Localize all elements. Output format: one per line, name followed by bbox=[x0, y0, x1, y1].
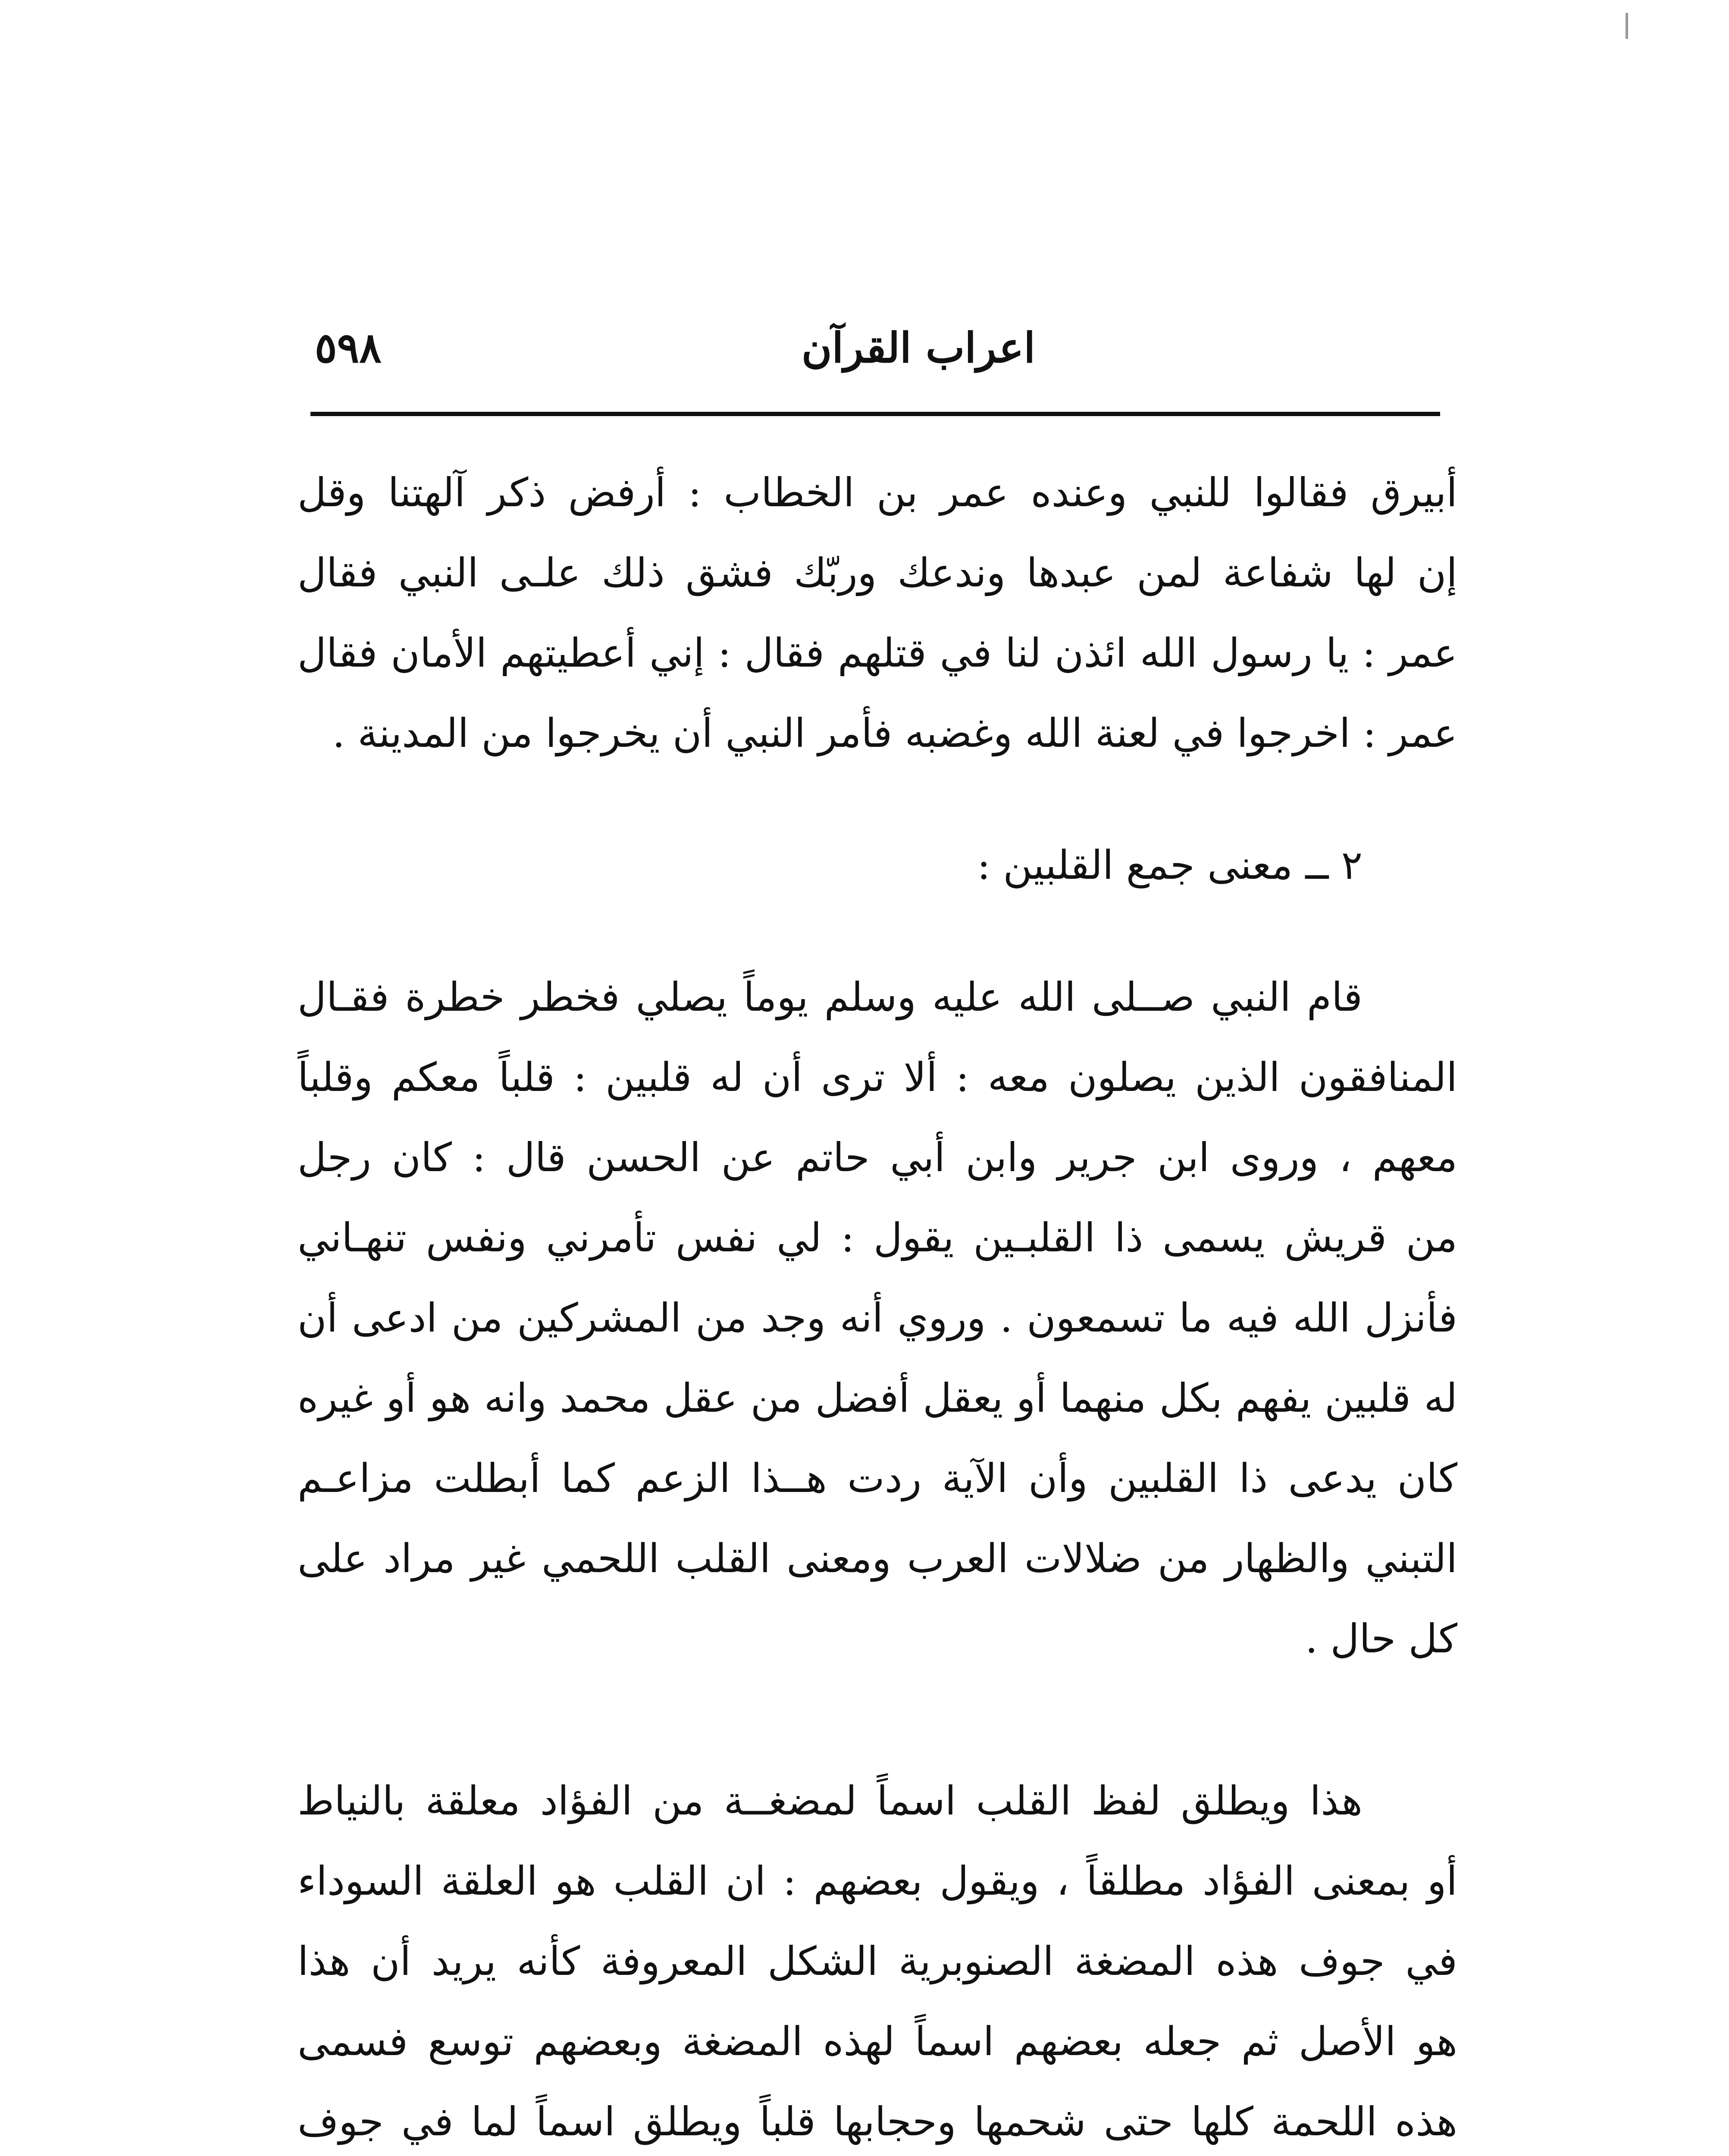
text-line: فأنزل الله فيه ما تسمعون . وروي أنه وجد من المشركين من ادعى أن bbox=[298, 1295, 1457, 1341]
page-body bbox=[298, 453, 1457, 2156]
scan-mark bbox=[1626, 13, 1628, 39]
text-line: أبيرق فقالوا للنبي وعنده عمر بن الخطاب : أرفض ذكر آلهتنا وقل bbox=[298, 470, 1457, 516]
page-number: ٥٩٨ bbox=[315, 323, 382, 372]
text-line: أو بمعنى الفؤاد مطلقاً ، ويقول بعضهم : ان القلب هو العلقة السوداء bbox=[298, 1858, 1457, 1904]
spacer bbox=[298, 774, 1457, 825]
header-rule bbox=[310, 412, 1440, 416]
paragraph-2 bbox=[298, 957, 1457, 1679]
text-line: المنافقون الذين يصلون معه : ألا ترى أن له قلبين : قلباً معكم وقلباً bbox=[298, 1054, 1457, 1100]
text-line: قام النبي صــلى الله عليه وسلم يوماً يصلي فخطر خطرة فقـال bbox=[298, 974, 1363, 1020]
text-line: له قلبين يفهم بكل منهما أو يعقل أفضل من عقل محمد وانه هو أو غيره bbox=[298, 1375, 1457, 1421]
text-line: في جوف هذه المضغة الصنوبرية الشكل المعروفة كأنه يريد أن هذا bbox=[298, 1938, 1457, 1984]
text-line: هو الأصل ثم جعله بعضهم اسماً لهذه المضغة وبعضهم توسع فسمى bbox=[298, 2018, 1457, 2065]
paragraph-1 bbox=[298, 453, 1457, 774]
text-line: من قريش يسمى ذا القلبـين يقول : لي نفس تأمرني ونفس تنهـاني bbox=[298, 1215, 1457, 1261]
text-line: معهم ، وروى ابن جرير وابن أبي حاتم عن الحسن قال : كان رجل bbox=[298, 1134, 1457, 1181]
text-line: كان يدعى ذا القلبين وأن الآية ردت هــذا الزعم كما أبطلت مزاعـم bbox=[298, 1455, 1457, 1501]
text-line: هذا ويطلق لفظ القلب اسماً لمضغــة من الفؤاد معلقة بالنياط bbox=[298, 1778, 1363, 1824]
text-line: عمر : يا رسول الله ائذن لنا في قتلهم فقال : إني أعطيتهم الأمان فقال bbox=[298, 630, 1457, 676]
text-line: كل حال . bbox=[1305, 1616, 1457, 1662]
spacer bbox=[298, 906, 1457, 957]
text-line: هذه اللحمة كلها حتى شحمها وحجابها قلباً ويطلق اسماً لما في جوف bbox=[298, 2099, 1457, 2145]
page-header bbox=[315, 319, 1436, 397]
text-line: عمر : اخرجوا في لعنة الله وغضبه فأمر النبي أن يخرجوا من المدينة . bbox=[332, 710, 1457, 756]
paragraph-3 bbox=[298, 1761, 1457, 2156]
text-line: التبني والظهار من ضلالات العرب ومعنى القلب اللحمي غير مراد على bbox=[298, 1536, 1457, 1582]
spacer bbox=[298, 1679, 1457, 1761]
running-title: اعراب القرآن bbox=[801, 323, 1035, 372]
text-line: إن لها شفاعة لمن عبدها وندعك وربّك فشق ذلك علـى النبي فقال bbox=[298, 550, 1457, 596]
section-heading: ٢ ــ معنى جمع القلبين : bbox=[977, 842, 1363, 888]
